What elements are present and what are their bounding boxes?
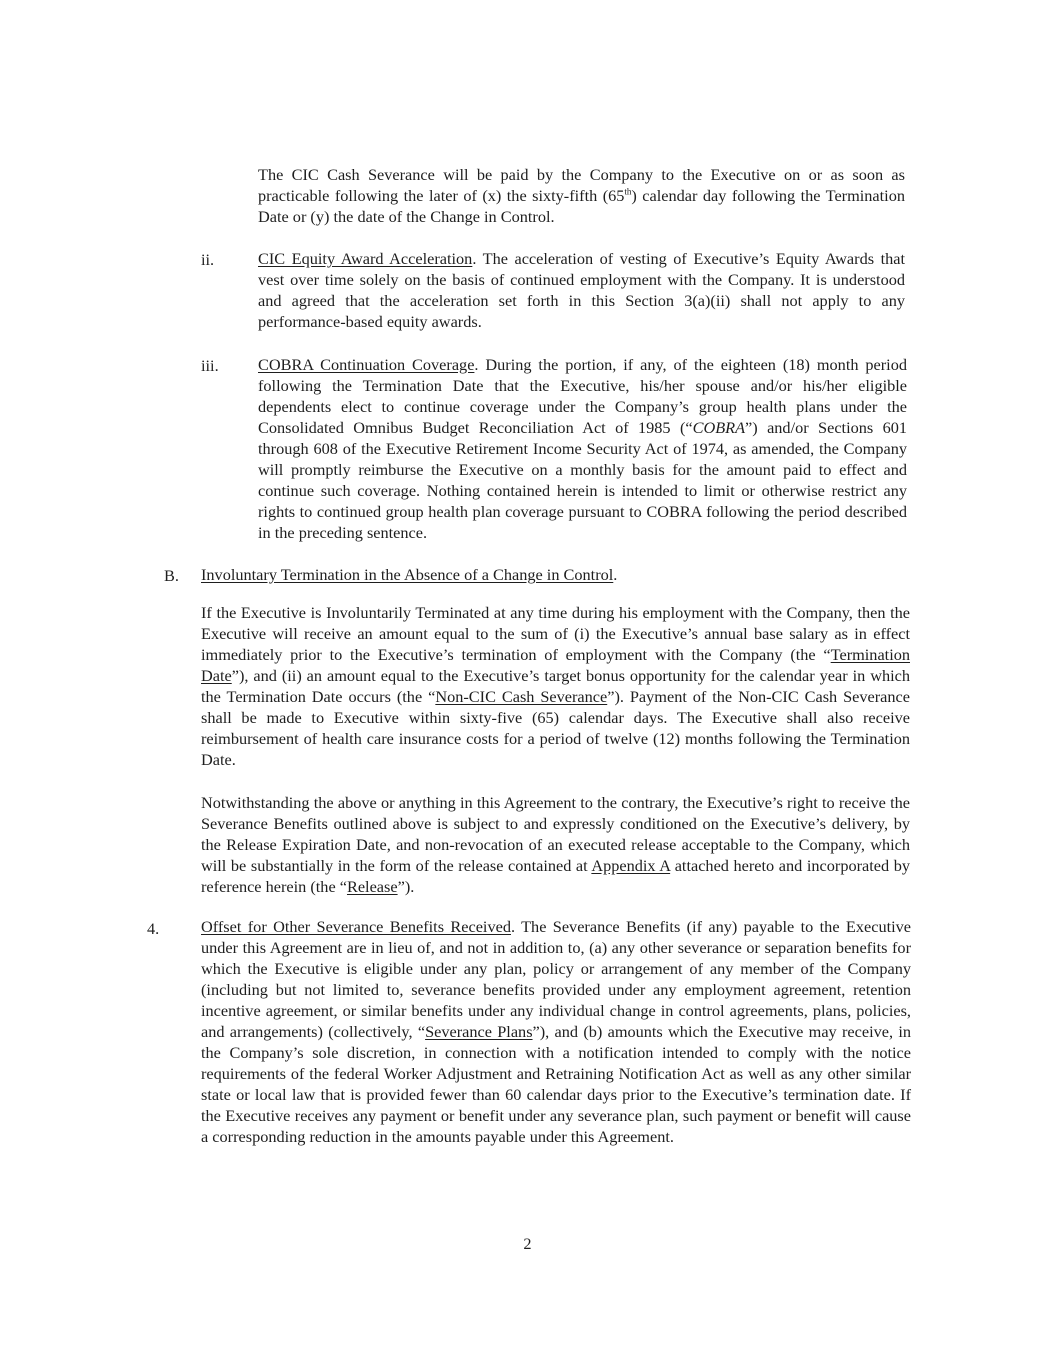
item-ii-heading: CIC Equity Award Acceleration <box>258 249 473 268</box>
text: ”), and (ii) an amount equal to the Executive’s target bonus opportunity for the calendar year in which the Termination Date occurs (the “ <box>201 666 910 706</box>
section-b-paragraph-1 <box>201 602 910 770</box>
text: ”). Payment of the Non-CIC Cash Severance shall be made to Executive within sixty-five (65) calendar days. The Executive shall also receive reimbursement of health care insurance costs for a period of twelve (12) months following the Termination Date. <box>201 687 910 769</box>
text: ”), and (b) amounts which the Executive may receive, in the Company’s sole discretion, in connection with a notification intended to comply with the notice requirements of the federal Worker Adjustment and Retraining Notification Act as well as any other similar state or local law that is provided fewer than 60 calendar days prior to the Executive’s termination date. If the Executive receives any payment or benefit under any severance plan, such payment or benefit will cause a corresponding reduction in the amounts payable under this Agreement. <box>201 1022 911 1146</box>
defined-term: Appendix A <box>591 856 671 875</box>
defined-term: Release <box>346 877 398 896</box>
text: . During the portion, if any, of the eighteen (18) month period following the Termination Date that the Executive, his/her spouse and/or his/her eligible dependents elect to continue coverage under the Company’s group health plans under the Consolidated Omnibus Budget Reconciliation Act of 1985 (“ <box>258 355 907 437</box>
text: . The Severance Benefits (if any) payable to the Executive under this Agreement are in lieu of, and not in addition to, (a) any other severance or separation benefits for which the Executive is eligible under any plan, policy or arrangement of any member of the Company (including but not limited to, severance benefits provided under any employment agreement, retention incentive agreement, or similar benefits under any individual change in control agreements, plans, policies, and arrangements) (collectively, “ <box>201 917 911 1041</box>
item-ii-paragraph <box>258 248 905 332</box>
text: Notwithstanding the above or anything in this Agreement to the contrary, the Executive’s right to receive the Severance Benefits outlined above is subject to and expressly conditioned on the Executive’s delivery, by the Release Expiration Date, and non-revocation of an executed release acceptable to the Company, which will be substantially in the form of the release contained at <box>201 793 910 875</box>
heading: Involuntary Termination in the Absence of a Change in Control <box>201 565 614 584</box>
item-ii-number: ii. <box>201 250 215 269</box>
section-4-paragraph <box>201 916 911 1147</box>
section-b-paragraph-2 <box>201 792 910 897</box>
superscript: th <box>624 186 632 197</box>
text: If the Executive is Involuntarily Terminated at any time during his employment with the Company, then the Executive will receive an amount equal to the sum of (i) the Executive’s annual base salary as in effect immediately prior to the Executive’s termination of employment with the Company (the “ <box>201 603 910 664</box>
text: . The acceleration of vesting of Executive’s Equity Awards that vest over time solely on the basis of continued employment with the Company. It is understood and agreed that the acceleration set forth in this Section 3(a)(ii) shall not apply to any performance-based equity awards. <box>258 249 905 331</box>
section-b-heading <box>201 564 617 585</box>
item-iii-heading: COBRA Continuation Coverage <box>258 355 475 374</box>
text: The CIC Cash Severance will be paid by the Company to the Executive on or as soon as practicable following the later of (x) the sixty-fifth (65 <box>258 165 905 205</box>
cic-cash-severance-paragraph <box>258 164 905 227</box>
item-iii-paragraph <box>258 354 907 543</box>
text: attached hereto and incorporated by reference herein (the “ <box>201 856 910 896</box>
heading: Offset for Other Severance Benefits Received <box>201 917 511 936</box>
item-iii-number: iii. <box>201 356 219 375</box>
text: ) calendar day following the Termination Date or (y) the date of the Change in Control. <box>258 186 905 226</box>
defined-term: COBRA <box>692 418 746 437</box>
defined-term: Termination Date <box>201 645 910 685</box>
page-number: 2 <box>523 1234 532 1253</box>
text: ”) and/or Sections 601 through 608 of the Executive Retirement Income Security Act of 1974, as amended, the Company will promptly reimburse the Executive on a monthly basis for the amount paid to effect and continue such coverage. Nothing contained herein is intended to limit or otherwise restrict any rights to continued group health plan coverage pursuant to COBRA following the period described in the preceding sentence. <box>258 418 907 542</box>
text: . <box>613 565 618 584</box>
section-4-number: 4. <box>147 919 160 938</box>
section-b-number: B. <box>164 566 179 585</box>
defined-term: Severance Plans <box>425 1022 533 1041</box>
defined-term: Non-CIC Cash Severance <box>435 687 608 706</box>
text: ”). <box>397 877 415 896</box>
